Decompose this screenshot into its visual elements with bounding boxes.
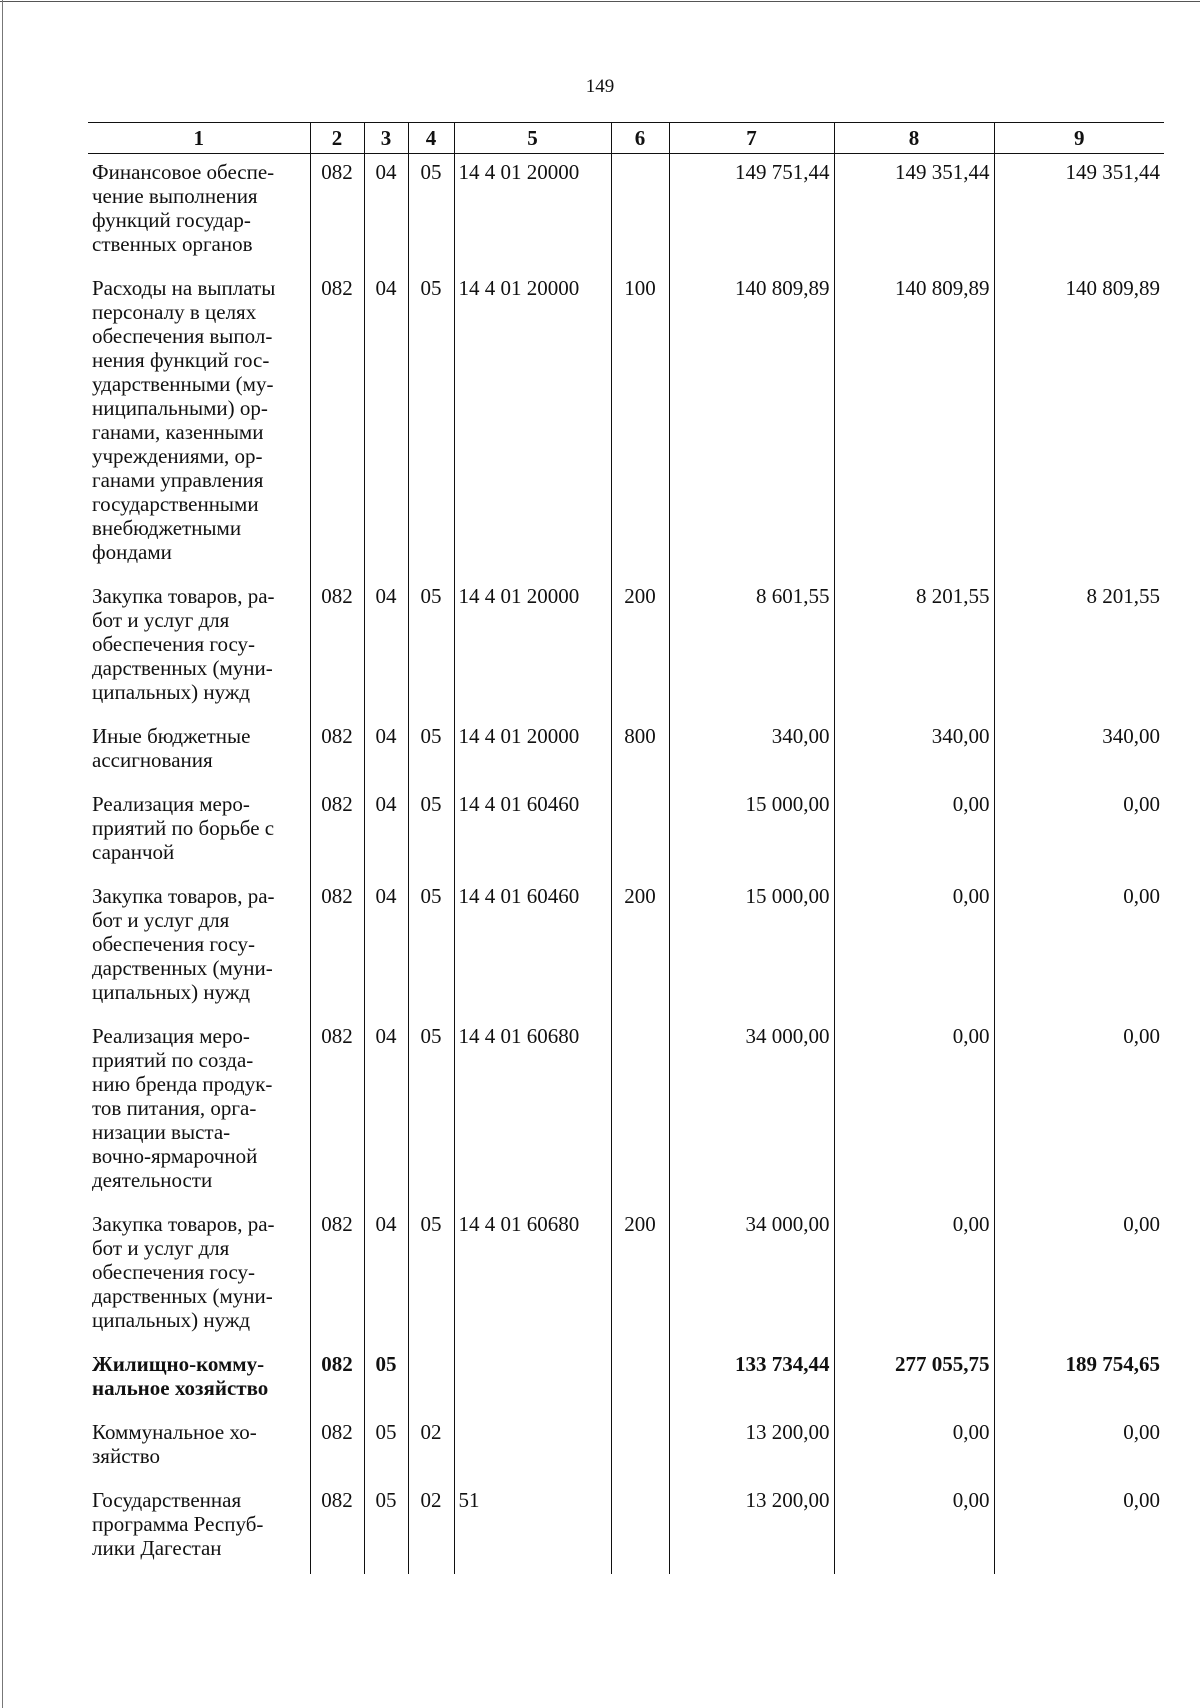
cell-col-7-amount: 133 734,44 <box>669 1346 834 1414</box>
cell-col-7-amount: 140 809,89 <box>669 270 834 578</box>
cell-col-5-target-code: 14 4 01 20000 <box>454 270 611 578</box>
cell-col-8-amount: 0,00 <box>834 1206 994 1346</box>
cell-col-3: 04 <box>364 578 408 718</box>
row-name-text: Реализация меро- приятий по борьбе с саранчой <box>92 792 275 864</box>
cell-col-8-amount: 0,00 <box>834 878 994 1018</box>
cell-col-5-target-code <box>454 1346 611 1414</box>
cell-col-4: 02 <box>408 1414 454 1482</box>
cell-col-3: 05 <box>364 1346 408 1414</box>
cell-col-9-amount: 0,00 <box>994 1018 1164 1206</box>
cell-col-3: 04 <box>364 1206 408 1346</box>
row-name-cell <box>88 1018 310 1206</box>
row-name-text: Коммунальное хо- зяйство <box>92 1420 257 1468</box>
cell-col-4: 05 <box>408 786 454 878</box>
row-name-text: Закупка товаров, ра- бот и услуг для обеспечения госу- дарственных (муни- ципальных) нужд <box>92 884 275 1004</box>
column-header-2: 2 <box>310 123 364 154</box>
cell-col-9-amount: 0,00 <box>994 786 1164 878</box>
cell-col-3: 05 <box>364 1482 408 1574</box>
cell-col-2: 082 <box>310 786 364 878</box>
cell-col-9-amount: 140 809,89 <box>994 270 1164 578</box>
column-header-7: 7 <box>669 123 834 154</box>
cell-col-9-amount: 149 351,44 <box>994 154 1164 271</box>
cell-col-9-amount: 0,00 <box>994 1414 1164 1482</box>
cell-col-7-amount: 13 200,00 <box>669 1414 834 1482</box>
header-row <box>88 123 1164 154</box>
row-name-cell <box>88 1414 310 1482</box>
row-name-cell <box>88 1346 310 1414</box>
row-name-text: Расходы на выплаты персоналу в целях обеспечения выпол- нения функций гос- ударственными (му- ниципальными) ор- ганами, казенными учреждениями, ор- ганами управления государственными внебюджетными фондами <box>92 276 276 564</box>
cell-col-2: 082 <box>310 154 364 271</box>
column-header-5: 5 <box>454 123 611 154</box>
cell-col-6-expense-type: 200 <box>611 578 669 718</box>
row-name-text: Финансовое обеспе- чение выполнения функций государ- ственных органов <box>92 160 275 256</box>
table-row <box>88 1346 1164 1414</box>
cell-col-7-amount: 34 000,00 <box>669 1018 834 1206</box>
cell-col-2: 082 <box>310 578 364 718</box>
cell-col-5-target-code: 14 4 01 60460 <box>454 786 611 878</box>
table-row <box>88 786 1164 878</box>
row-name-cell <box>88 878 310 1018</box>
cell-col-7-amount: 8 601,55 <box>669 578 834 718</box>
cell-col-2: 082 <box>310 1346 364 1414</box>
column-header-8: 8 <box>834 123 994 154</box>
cell-col-4: 05 <box>408 718 454 786</box>
cell-col-6-expense-type: 800 <box>611 718 669 786</box>
column-header-6: 6 <box>611 123 669 154</box>
cell-col-6-expense-type <box>611 1414 669 1482</box>
cell-col-9-amount: 0,00 <box>994 1482 1164 1574</box>
cell-col-3: 04 <box>364 718 408 786</box>
cell-col-3: 05 <box>364 1414 408 1482</box>
row-name-cell <box>88 578 310 718</box>
page-number: 149 <box>585 76 615 97</box>
cell-col-4: 02 <box>408 1482 454 1574</box>
cell-col-5-target-code: 14 4 01 20000 <box>454 154 611 271</box>
cell-col-7-amount: 15 000,00 <box>669 878 834 1018</box>
cell-col-8-amount: 0,00 <box>834 1018 994 1206</box>
budget-table <box>88 122 1164 1574</box>
table-row <box>88 878 1164 1018</box>
row-name-text: Реализация меро- приятий по созда- нию бренда продук- тов питания, орга- низации выста- вочно-ярмарочной деятельности <box>92 1024 273 1192</box>
cell-col-2: 082 <box>310 1206 364 1346</box>
cell-col-2: 082 <box>310 270 364 578</box>
table-row <box>88 270 1164 578</box>
cell-col-3: 04 <box>364 154 408 271</box>
cell-col-5-target-code <box>454 1414 611 1482</box>
cell-col-5-target-code: 14 4 01 20000 <box>454 578 611 718</box>
cell-col-7-amount: 13 200,00 <box>669 1482 834 1574</box>
row-name-text: Иные бюджетные ассигнования <box>92 724 251 772</box>
table-row <box>88 1414 1164 1482</box>
cell-col-7-amount: 15 000,00 <box>669 786 834 878</box>
table-row <box>88 578 1164 718</box>
cell-col-8-amount: 0,00 <box>834 1482 994 1574</box>
cell-col-8-amount: 0,00 <box>834 786 994 878</box>
cell-col-6-expense-type <box>611 1346 669 1414</box>
cell-col-3: 04 <box>364 786 408 878</box>
cell-col-4 <box>408 1346 454 1414</box>
scan-edge-left <box>2 0 3 1708</box>
cell-col-6-expense-type <box>611 786 669 878</box>
cell-col-4: 05 <box>408 154 454 271</box>
row-name-cell <box>88 154 310 271</box>
table-row <box>88 1482 1164 1574</box>
cell-col-2: 082 <box>310 718 364 786</box>
cell-col-6-expense-type: 100 <box>611 270 669 578</box>
row-name-text: Государственная программа Респуб- лики Дагестан <box>92 1488 264 1560</box>
table-body <box>88 154 1164 1575</box>
table-header <box>88 123 1164 154</box>
cell-col-3: 04 <box>364 270 408 578</box>
cell-col-5-target-code: 51 <box>454 1482 611 1574</box>
cell-col-9-amount: 0,00 <box>994 1206 1164 1346</box>
table-row <box>88 718 1164 786</box>
cell-col-5-target-code: 14 4 01 60460 <box>454 878 611 1018</box>
cell-col-9-amount: 189 754,65 <box>994 1346 1164 1414</box>
cell-col-9-amount: 0,00 <box>994 878 1164 1018</box>
cell-col-3: 04 <box>364 878 408 1018</box>
table-row <box>88 1018 1164 1206</box>
cell-col-2: 082 <box>310 878 364 1018</box>
cell-col-8-amount: 140 809,89 <box>834 270 994 578</box>
cell-col-3: 04 <box>364 1018 408 1206</box>
cell-col-5-target-code: 14 4 01 20000 <box>454 718 611 786</box>
cell-col-7-amount: 34 000,00 <box>669 1206 834 1346</box>
scan-edge-top <box>0 1 1200 2</box>
cell-col-4: 05 <box>408 578 454 718</box>
table-row <box>88 154 1164 271</box>
cell-col-6-expense-type: 200 <box>611 878 669 1018</box>
cell-col-6-expense-type <box>611 1018 669 1206</box>
row-name-text: Жилищно-комму- нальное хозяйство <box>92 1352 269 1400</box>
row-name-cell <box>88 270 310 578</box>
cell-col-4: 05 <box>408 270 454 578</box>
column-header-9: 9 <box>994 123 1164 154</box>
cell-col-8-amount: 340,00 <box>834 718 994 786</box>
cell-col-7-amount: 149 751,44 <box>669 154 834 271</box>
cell-col-9-amount: 8 201,55 <box>994 578 1164 718</box>
cell-col-8-amount: 277 055,75 <box>834 1346 994 1414</box>
cell-col-2: 082 <box>310 1414 364 1482</box>
table-row <box>88 1206 1164 1346</box>
column-header-4: 4 <box>408 123 454 154</box>
cell-col-4: 05 <box>408 1206 454 1346</box>
cell-col-2: 082 <box>310 1018 364 1206</box>
cell-col-6-expense-type <box>611 154 669 271</box>
cell-col-4: 05 <box>408 1018 454 1206</box>
cell-col-6-expense-type <box>611 1482 669 1574</box>
row-name-text: Закупка товаров, ра- бот и услуг для обеспечения госу- дарственных (муни- ципальных) нужд <box>92 584 275 704</box>
cell-col-8-amount: 8 201,55 <box>834 578 994 718</box>
cell-col-5-target-code: 14 4 01 60680 <box>454 1206 611 1346</box>
column-header-3: 3 <box>364 123 408 154</box>
cell-col-5-target-code: 14 4 01 60680 <box>454 1018 611 1206</box>
row-name-cell <box>88 786 310 878</box>
cell-col-7-amount: 340,00 <box>669 718 834 786</box>
row-name-cell <box>88 718 310 786</box>
cell-col-4: 05 <box>408 878 454 1018</box>
row-name-cell <box>88 1482 310 1574</box>
cell-col-6-expense-type: 200 <box>611 1206 669 1346</box>
row-name-text: Закупка товаров, ра- бот и услуг для обеспечения госу- дарственных (муни- ципальных) нужд <box>92 1212 275 1332</box>
cell-col-8-amount: 149 351,44 <box>834 154 994 271</box>
row-name-cell <box>88 1206 310 1346</box>
cell-col-8-amount: 0,00 <box>834 1414 994 1482</box>
column-header-1: 1 <box>88 123 310 154</box>
cell-col-9-amount: 340,00 <box>994 718 1164 786</box>
cell-col-2: 082 <box>310 1482 364 1574</box>
